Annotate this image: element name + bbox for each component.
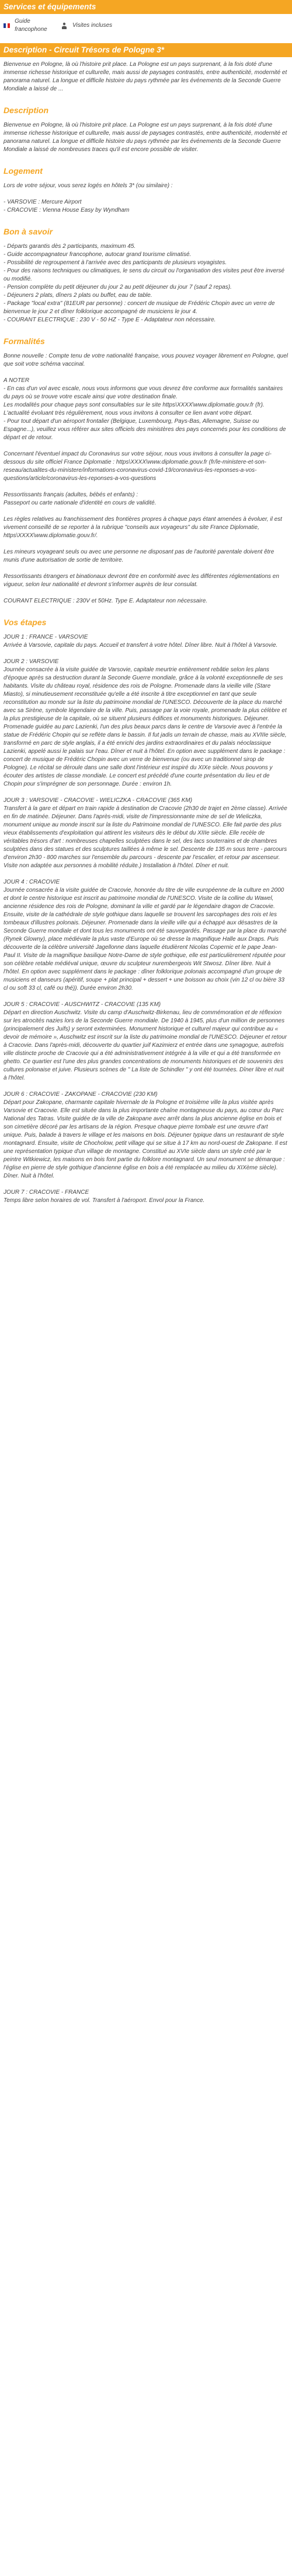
list-item: - CRACOVIE : Vienna House Easy by Wyndham (4, 207, 130, 213)
service-visits (61, 22, 118, 30)
list-item: - Package "local extra" (81EUR par personne) : concert de musique de Frédéric Chopin avec un verre de bienvenue le jour 2 et dîner folklorique accompagné de musiciens le jour 4. (4, 300, 275, 315)
day-title: JOUR 5 : CRACOVIE - AUSCHWITZ - CRACOVIE (135 KM) (4, 1001, 161, 1008)
days-list (4, 633, 288, 1205)
logement-intro: Lors de votre séjour, vous serez logés en hôtels 3* (ou similaire) : (4, 183, 173, 189)
list-item: - Possibilité de regroupement à l'arrivée avec des participants de plusieurs voyagistes. (4, 260, 227, 266)
day-text: Départ pour Zakopane, charmante capitale hivernale de la Pologne et troisième ville la plus visitée après Varsovie et Cracovie. Elle est située dans la plus importante chaîne montagneuse du pays, au cœur du Parc National des Tatras. Visite guidée de la ville de Zakopane avec arrêt dans la plus ancienne église en bois et son cimetière décoré par les artisans de la région. Presque chaque pierre tombale est une œuvre d'art unique. Puis, balade à travers le village et les maisons en bois. Déjeuner typique dans un restaurant de style montagnard. Ensuite, visite de Chocholow, petit village qui se situe à 17 km au nord-ouest de Zakopane. Il est une représentation typique d'un village de montagne. Constitué au XVIe siècle dans un style créé par le peintre Witkiewicz, les maisons en bois font partie du folklore montagnard. Un seul monument se démarque : l'église en pierre de style gothique d'ancienne église en bois a été remplacée au milieu du XIXème siècle). Dîner. Nuit à l'hôtel. (4, 1099, 287, 1179)
list-item: - Départs garantis dès 2 participants, maximum 45. (4, 243, 136, 250)
bon-heading: Bon à savoir (4, 227, 53, 236)
day-text: Arrivée à Varsovie, capitale du pays. Accueil et transfert à votre hôtel. Dîner libre. Nuit à l'hôtel à Varsovie. (4, 642, 278, 649)
services-title: Services et équipements (0, 0, 292, 14)
description-text: Bienvenue en Pologne, là où l'histoire prit place. La Pologne est un pays surprenant, à la fois doté d'une immense richesse historique et culturelle, mais aussi de paysages contrastés, entre authenticité, modernité et panorama naturel. La longue et difficile histoire du pays rythmée par les événements de la Seconde Guerre Mondiale a laissé de nombreuses traces qu'il est encore possible de visiter. (4, 122, 289, 153)
list-item: - Guide accompagnateur francophone, autocar grand tourisme climatisé. (4, 251, 192, 258)
day-title: JOUR 1 : FRANCE - VARSOVIE (4, 634, 88, 640)
etapes-heading: Vos étapes (4, 618, 47, 627)
list-item: - Pour des raisons techniques ou climatiques, le sens du circuit ou l'organisation des visites peut être inversé ou modifié. (4, 268, 285, 282)
formalites-paragraph: Les règles relatives au franchissement des frontières propres à chaque pays étant amenées à évoluer, il est vivement conseillé de se reporter à la rubrique "conseils aux voyageurs" du site France Diplomatie, https\XXXX\www.diplomatie.gouv.fr/. (4, 516, 284, 539)
service-visits-label: Visites incluses (72, 22, 113, 29)
service-guide-label: Guide francophone (15, 18, 47, 33)
day-title: JOUR 6 : CRACOVIE - ZAKOPANE - CRACOVIE (230 KM) (4, 1091, 158, 1098)
day-item (4, 797, 288, 870)
formalites-heading: Formalités (4, 337, 45, 346)
day-item (4, 658, 288, 788)
list-item: - Déjeuners 2 plats, dîners 2 plats ou buffet, eau de table. (4, 292, 152, 299)
description-title: Description - Circuit Trésors de Pologne 3* (0, 43, 292, 57)
french-flag-icon (4, 23, 10, 28)
logement-heading: Logement (4, 166, 43, 176)
service-guide (4, 17, 61, 34)
services-row (0, 14, 292, 37)
intro-text: Bienvenue en Pologne, là où l'histoire prit place. La Pologne est un pays surprenant, à la fois doté d'une immense richesse historique et culturelle, mais aussi de paysages contrastés, entre authenticité, modernité et panorama naturel. La longue et difficile histoire du pays rythmée par les événements de la Seconde Guerre Mondiale a laissé de ... (4, 61, 289, 92)
person-icon (61, 22, 68, 29)
day-item (4, 1091, 288, 1180)
day-title: JOUR 3 : VARSOVIE - CRACOVIE - WIELICZKA - CRACOVIE (365 KM) (4, 797, 193, 804)
formalites-paragraph: Concernant l'éventuel impact du Coronavirus sur votre séjour, nous vous invitons à consulter la page ci-dessous du site officiel France Diplomatie : https\XXXX\www.diplomatie.gouv.fr (fr/le-ministere-et-son-reseau/actualites-du-ministere/informations-coronavirus-covid-19/coronavirus-les-reponses-a-vos-questions/article/coronavirus-les-reponses-a-vos-questions (4, 451, 272, 482)
formalites-paragraph: Ressortissants français (adultes, bébés et enfants) : Passeport ou carte nationale d'identité en cours de validité. (4, 492, 157, 506)
formalites-paragraph: A NOTER - En cas d'un vol avec escale, nous vous informons que vous devrez être conforme aux formalités sanitaires du pays où se trouve votre escale ainsi que votre destination finale. Les modalités pour chaque pays sont consultables sur le site https\XXXX\www.diplomatie.gouv.fr (fr). L'actualité évoluant très régulièrement, nous vous invitons à consulter ce lien avant votre départ. - Pour tout départ d'un aéroport frontalier (Belgique, Luxembourg, Pays-Bas, Allemagne, Suisse ou Espagne...), veuillez vous référer aux sites officiels des ministères des pays concernés pour les conditions de départ et de retour. (4, 377, 286, 441)
formalites-paragraph: COURANT ELECTRIQUE : 230V et 50Hz. Type E. Adaptateur non nécessaire. (4, 598, 208, 604)
day-text: Départ en direction Auschwitz. Visite du camp d'Auschwitz-Birkenau, lieu de commémoration et de réflexion sur les atrocités nazies lors de la Seconde Guerre mondiale. De 1940 à 1945, plus d'un million de personnes (principalement des Juifs) y seront exterminées. Monument historique et culturel majeur qui contribue au « devoir de mémoire », Auschwitz est inscrit sur la liste du patrimoine mondial de l'UNESCO. Déjeuner et retour à Cracovie. Dans l'après-midi, découverte du quartier juif Kazimierz et entrée dans une synagogue, autrefois ville distincte proche de Cracovie qui a été administrativement intégrée à la ville et qui a été transformée en ghetto. Ce quartier est l'une des plus grandes concentrations de monuments historiques et de souvenirs des cultures polonaise et juive. Plusieurs scènes de " La liste de Schindler " y ont été tournées. Dîner libre et nuit à l'hôtel. (4, 1010, 287, 1081)
day-text: Journée consacrée à la visite guidée de Varsovie, capitale meurtrie entièrement rebâtie selon les plans d'époque après sa destruction durant la Seconde Guerre mondiale, grâce à la volonté exceptionnelle de ses habitants. Visite du château royal, résidence des rois de Pologne. Promenade dans la vieille ville (Stare Miasto), si minutieusement reconstituée qu'elle a été inscrite à titre exceptionnel en tant que seule reconstitution au monde sur la liste du patrimoine mondial de l'UNESCO. Découverte de la place du marché avec sa Sirène, symbole légendaire de la ville. Puis, passage par la voie royale, promenade la plus célèbre et la plus prestigieuse de la capitale, où se situent plusieurs édifices et monuments historiques. Déjeuner. Promenade guidée au parc Lazienki, l'un des plus beaux parcs dans le centre de Varsovie avec à l'entrée la statue de Frédéric Chopin qui se reflète dans le bassin. Il fut jadis un terrain de chasse, mais au XVIIIe siècle, transformé en parc de style anglais, il a été enrichi des jardins extraordinaires et du palais néoclassique Lazienki, appelé aussi le palais sur l'eau. Dîner et nuit à l'hôtel. En option avec supplément dans le package : concert de musique de Frédéric Chopin avec un verre de bienvenue (ou avec un traditionnel sirop de Pologne). Le récital se déroule dans une salle dont l'intérieur est inspiré du XIXe siècle. Nous pouvons y écouter des artistes de classe mondiale. Le concert est précédé d'une courte présentation du lieu et de Chopin pour s'imprégner de son personnage. Durée : environ 1h. (4, 667, 287, 787)
content (0, 57, 292, 1205)
list-item: - COURANT ELECTRIQUE : 230 V - 50 HZ - Type E - Adaptateur non nécessaire. (4, 317, 216, 323)
day-item (4, 1189, 288, 1205)
bon-list (4, 243, 288, 324)
day-text: Journée consacrée à la visite guidée de Cracovie, honorée du titre de ville européenne de la culture en 2000 et dont le centre historique est inscrit au patrimoine mondial de l'UNESCO. Visite de la colline du Wawel, ancienne résidence des rois de Pologne, dominant la ville et gardé par le légendaire dragon de Cracovie. Ensuite, visite de la cathédrale de style gothique dans laquelle se trouvent les sarcophages des rois et les tombeaux d'illustres polonais. Déjeuner. Promenade dans la vieille ville qui a échappé aux désastres de la Seconde Guerre mondiale et dont tous les monuments ont été sauvegardés. Passage par la place du marché (Rynek Glowny), place médiévale la plus vaste d'Europe où se dresse la magnifique Halle aux Draps. Puis découverte de la célèbre université Jagellonne dans laquelle étudièrent Nicolas Copernic et le pape Jean-Paul II. Visite de la magnifique basilique Notre-Dame de style gothique, elle est particulièrement réputée pour son célèbre retable médiéval unique, œuvre du sculpteur nurembergeois Wit Stwosz. Dîner libre. Nuit à l'hôtel. En option avec supplément dans le package : dîner folklorique polonais accompagné d'un groupe de musiciens et danseurs (apéritif, soupe + plat principal + dessert + une boisson au choix (vin 12 cl ou bière 33 cl ou soft 33 cl, café ou thé)). Durée environ 2h30. (4, 887, 287, 991)
logement-list (4, 198, 288, 215)
day-item (4, 878, 288, 993)
day-item (4, 1001, 288, 1082)
day-text: Temps libre selon horaires de vol. Transfert à l'aéroport. Envol pour la France. (4, 1197, 205, 1204)
list-item: - Pension complète du petit déjeuner du jour 2 au petit déjeuner du jour 7 (sauf 2 repas). (4, 284, 232, 290)
day-item (4, 633, 288, 650)
formalites-paragraph: Bonne nouvelle : Compte tenu de votre nationalité française, vous pouvez voyager librement en Pologne, quel que soit votre schéma vaccinal. (4, 353, 290, 367)
day-title: JOUR 2 : VARSOVIE (4, 658, 59, 665)
day-title: JOUR 4 : CRACOVIE (4, 879, 60, 885)
day-title: JOUR 7 : CRACOVIE - FRANCE (4, 1189, 89, 1196)
day-text: Transfert à la gare et départ en train rapide à destination de Cracovie (2h30 de trajet en 2ème classe). Arrivée en fin de matinée. Déjeuner. Dans l'après-midi, visite de l'impressionnante mine de sel de Wieliczka, monument unique au monde inscrit sur la liste du Patrimoine mondial de l'UNESCO. Elle fait partie des plus vieux établissements d'exploitation qui attirent les visiteurs dès le début du XIIIe siècle. Elle recèle de véritables trésors d'art : nombreuses chapelles sculptées dans le sel, des lacs souterrains et de chambres sculptées dans des statues et des sculptures taillées à même le sel. Descente de 135 m sous terre - parcours d'environ 2h30 - 800 marches sur l'ensemble du parcours - descente par l'escalier, et retour par ascenseur. Visite non adaptée aux personnes à mobilité réduite.) Installation à l'hôtel. Dîner et nuit. (4, 805, 287, 869)
page (0, 0, 292, 1205)
description-heading: Description (4, 106, 49, 115)
list-item: - VARSOVIE : Mercure Airport (4, 199, 82, 205)
formalites-paragraph: Ressortissants étrangers et binationaux devront être en conformité avec les différentes réglementations en vigueur, selon leur nationalité et devront s'informer auprès de leur consulat. (4, 573, 281, 588)
formalites-paragraph: Les mineurs voyageant seuls ou avec une personne ne disposant pas de l'autorité parentale doivent être munis d'une autorisation de sortie de territoire. (4, 549, 276, 563)
